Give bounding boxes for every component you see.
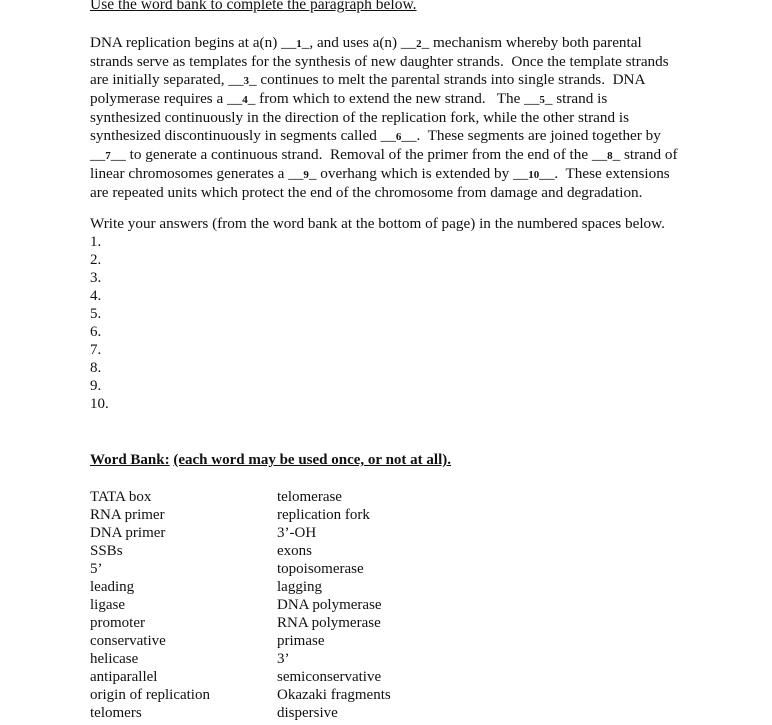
answer-item: 6. bbox=[90, 324, 102, 340]
paragraph-text: from which to extend the new strand. The bbox=[255, 90, 525, 107]
paragraph-text: __ bbox=[288, 165, 304, 182]
paragraph-line bbox=[90, 53, 730, 71]
answer-item: 8. bbox=[90, 360, 102, 376]
paragraph-text: are repeated units which protect the end of the chromosome from damage and degradation. bbox=[90, 184, 643, 201]
word-bank-item: lagging bbox=[277, 579, 322, 595]
answer-item: 4. bbox=[90, 288, 102, 304]
word-bank-item: origin of replication bbox=[90, 687, 210, 703]
answer-item: 2. bbox=[90, 252, 102, 268]
word-bank-item: dispersive bbox=[277, 705, 338, 721]
paragraph bbox=[90, 34, 730, 202]
paragraph-text: __ bbox=[227, 90, 243, 107]
word-bank-item: DNA primer bbox=[90, 525, 166, 541]
paragraph-text: _ bbox=[544, 90, 553, 107]
paragraph-text: __ bbox=[401, 127, 417, 144]
word-bank-item: exons bbox=[277, 543, 312, 559]
blank-number: 7 bbox=[105, 150, 111, 162]
paragraph-text: are initially separated, bbox=[90, 71, 229, 88]
paragraph-text: mechanism whereby both parental bbox=[429, 34, 642, 51]
paragraph-text: __ bbox=[110, 146, 126, 163]
paragraph-text: __ bbox=[380, 127, 396, 144]
paragraph-text: _ bbox=[421, 34, 430, 51]
blank-number: 5 bbox=[539, 94, 545, 106]
word-bank-item: TATA box bbox=[90, 489, 152, 505]
paragraph-text: _ bbox=[308, 165, 317, 182]
word-bank-item: RNA primer bbox=[90, 507, 165, 523]
paragraph-text: to generate a continuous strand. Removal of the primer from the end of the bbox=[125, 146, 592, 163]
answer-list bbox=[90, 233, 109, 413]
paragraph-text: linear chromosomes generates a bbox=[90, 165, 289, 182]
heading: Use the word bank to complete the paragraph below. bbox=[90, 0, 417, 13]
answer-item: 1. bbox=[90, 234, 102, 250]
paragraph-line bbox=[90, 90, 730, 109]
word-bank-item: telomerase bbox=[277, 489, 342, 505]
paragraph-line bbox=[90, 34, 730, 53]
answer-item: 5. bbox=[90, 306, 102, 322]
paragraph-text: overhang which is extended by bbox=[316, 165, 514, 182]
paragraph-text: __ bbox=[513, 165, 529, 182]
word-bank-item: 3’ bbox=[277, 651, 290, 667]
paragraph-text: . These extensions bbox=[554, 165, 670, 182]
blank-number: 9 bbox=[303, 169, 309, 181]
answer-item: 3. bbox=[90, 270, 102, 286]
paragraph-text: __ bbox=[524, 90, 540, 107]
paragraph-text: synthesized discontinuously in segments called bbox=[90, 127, 381, 144]
answer-item: 9. bbox=[90, 378, 102, 394]
paragraph-text: _ bbox=[249, 71, 257, 88]
blank-number: 1 bbox=[296, 38, 302, 50]
word-bank-item: telomers bbox=[90, 705, 142, 721]
paragraph-text: strands serve as templates for the synthesis of new daughter strands. Once the template strands bbox=[90, 53, 669, 70]
paragraph-text: __ bbox=[400, 34, 417, 51]
word-bank-label: Word Bank: bbox=[90, 452, 170, 468]
paragraph-text: . These segments are joined together by bbox=[416, 127, 661, 144]
blank-number: 2 bbox=[416, 38, 422, 50]
paragraph-text: strand of bbox=[620, 146, 678, 163]
word-bank-item: ligase bbox=[90, 597, 125, 613]
word-bank-item: promoter bbox=[90, 615, 145, 631]
word-bank-item: Okazaki fragments bbox=[277, 687, 391, 703]
word-bank-item: semiconservative bbox=[277, 669, 382, 685]
word-bank-item: 5’ bbox=[90, 561, 103, 577]
paragraph-text: _ bbox=[612, 146, 621, 163]
paragraph-text: _ bbox=[247, 90, 256, 107]
word-bank-item: leading bbox=[90, 579, 135, 595]
paragraph-line bbox=[90, 165, 730, 184]
answer-item: 7. bbox=[90, 342, 102, 358]
blank-number: 8 bbox=[607, 150, 613, 162]
word-bank-item: conservative bbox=[90, 633, 166, 649]
word-bank-item: antiparallel bbox=[90, 669, 158, 685]
paragraph-line bbox=[90, 71, 730, 90]
word-bank-item: SSBs bbox=[90, 543, 123, 559]
paragraph-text: , and uses a(n) bbox=[309, 34, 401, 51]
word-bank-item: helicase bbox=[90, 651, 139, 667]
word-bank-item: replication fork bbox=[277, 507, 370, 523]
word-bank-item: RNA polymerase bbox=[277, 615, 381, 631]
word-bank-item: primase bbox=[277, 633, 325, 649]
instructions: Write your answers (from the word bank at the bottom of page) in the numbered spaces below. bbox=[90, 215, 665, 232]
paragraph-line bbox=[90, 146, 730, 165]
word-bank-column-1 bbox=[90, 488, 210, 722]
word-bank-item: 3’-OH bbox=[277, 525, 317, 541]
paragraph-text: __ bbox=[281, 34, 297, 51]
word-bank-item: topoisomerase bbox=[277, 561, 364, 577]
paragraph-text: DNA replication begins at a(n) bbox=[90, 34, 282, 51]
paragraph-text: synthesized continuously in the direction of the replication fork, while the other strand is bbox=[90, 109, 630, 126]
blank-number: 10 bbox=[528, 169, 540, 181]
answer-item: 10. bbox=[90, 396, 109, 412]
paragraph-line bbox=[90, 127, 730, 146]
paragraph-text: _ bbox=[301, 34, 310, 51]
paragraph-text: __ bbox=[90, 146, 106, 163]
word-bank-subtitle: (each word may be used once, or not at all). bbox=[173, 452, 451, 468]
word-bank-column-2 bbox=[277, 488, 391, 722]
blank-number: 6 bbox=[395, 131, 402, 143]
paragraph-text: strand is bbox=[552, 90, 608, 107]
paragraph-text: __ bbox=[539, 165, 555, 182]
paragraph-text: continues to melt the parental strands into single strands. DNA bbox=[256, 71, 646, 88]
word-bank-title bbox=[90, 452, 451, 469]
paragraph-line bbox=[90, 184, 730, 202]
blank-number: 3 bbox=[243, 75, 249, 87]
paragraph-line bbox=[90, 109, 730, 127]
paragraph-text: polymerase requires a bbox=[90, 90, 228, 107]
paragraph-text: __ bbox=[591, 146, 608, 163]
paragraph-text: __ bbox=[228, 71, 244, 88]
blank-number: 4 bbox=[242, 94, 248, 106]
word-bank-item: DNA polymerase bbox=[277, 597, 382, 613]
